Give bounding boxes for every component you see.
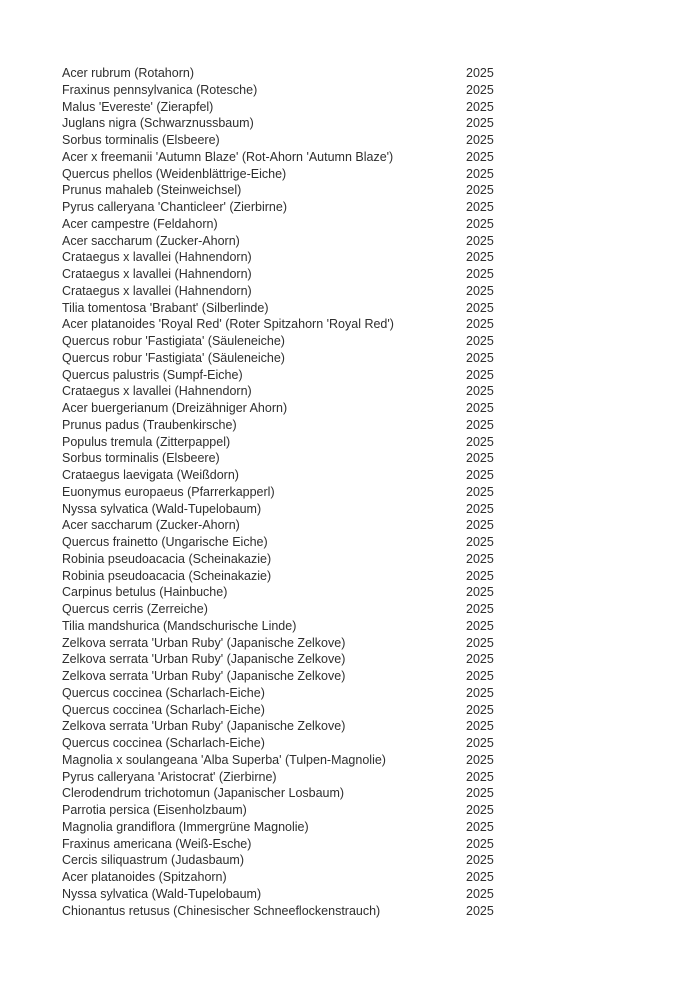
planting-year: 2025 [466, 803, 494, 817]
planting-year: 2025 [466, 568, 494, 583]
species-name: Zelkova serrata 'Urban Ruby' (Japanische Zelkove) [62, 652, 346, 667]
planting-year: 2025 [466, 736, 494, 750]
planting-year: 2025 [466, 535, 494, 549]
tree-list-row [62, 668, 494, 685]
species-name: Malus 'Evereste' (Zierapfel) [62, 99, 214, 114]
planting-year: 2025 [466, 518, 494, 533]
species-name: Crataegus x lavallei (Hahnendorn) [62, 250, 252, 265]
tree-list-row [62, 618, 494, 635]
planting-year: 2025 [466, 652, 494, 667]
planting-year: 2025 [466, 853, 494, 868]
tree-list-row [62, 199, 494, 216]
tree-list-row [62, 333, 494, 350]
tree-list-row [62, 886, 494, 903]
planting-year: 2025 [466, 635, 494, 650]
planting-year: 2025 [466, 468, 494, 482]
tree-list-row [62, 249, 494, 266]
planting-year: 2025 [466, 116, 494, 131]
tree-list-row [62, 852, 494, 869]
tree-list-row [62, 836, 494, 853]
species-name: Prunus padus (Traubenkirsche) [62, 417, 237, 432]
planting-year: 2025 [466, 819, 494, 834]
planting-year: 2025 [466, 133, 494, 147]
planting-year: 2025 [466, 233, 494, 248]
planting-year: 2025 [466, 66, 494, 80]
species-name: Quercus palustris (Sumpf-Eiche) [62, 367, 243, 382]
species-name: Crataegus x lavallei (Hahnendorn) [62, 283, 252, 298]
species-name: Carpinus betulus (Hainbuche) [62, 585, 228, 600]
planting-year: 2025 [466, 283, 494, 298]
planting-year: 2025 [466, 585, 494, 600]
species-name: Quercus robur 'Fastigiata' (Säuleneiche) [62, 350, 285, 365]
species-name: Clerodendrum trichotomun (Japanischer Losbaum) [62, 786, 345, 801]
planting-year: 2025 [466, 216, 494, 231]
tree-list-row [62, 568, 494, 585]
tree-list-row [62, 149, 494, 166]
species-name: Prunus mahaleb (Steinweichsel) [62, 183, 242, 198]
planting-year: 2025 [466, 501, 494, 516]
planting-year: 2025 [466, 401, 494, 415]
tree-list-row [62, 350, 494, 367]
species-name: Quercus phellos (Weidenblättrige-Eiche) [62, 166, 287, 181]
tree-list-row [62, 300, 494, 317]
species-name: Crataegus x lavallei (Hahnendorn) [62, 267, 252, 281]
species-name: Acer saccharum (Zucker-Ahorn) [62, 518, 240, 533]
tree-list-row [62, 735, 494, 752]
planting-year: 2025 [466, 183, 494, 198]
species-name: Zelkova serrata 'Urban Ruby' (Japanische Zelkove) [62, 669, 346, 683]
tree-list-row [62, 685, 494, 702]
species-name: Quercus coccinea (Scharlach-Eiche) [62, 685, 265, 700]
planting-year: 2025 [466, 149, 494, 164]
tree-list-row [62, 383, 494, 400]
planting-year: 2025 [466, 602, 494, 616]
tree-list-row [62, 283, 494, 300]
species-name: Magnolia grandiflora (Immergrüne Magnolie) [62, 819, 309, 834]
planting-year: 2025 [466, 870, 494, 884]
tree-list-row [62, 434, 494, 451]
planting-year: 2025 [466, 752, 494, 767]
tree-list-row [62, 417, 494, 434]
tree-list-row [62, 450, 494, 467]
species-name: Chionantus retusus (Chinesischer Schneeflockenstrauch) [62, 903, 381, 918]
planting-year: 2025 [466, 99, 494, 114]
planting-year: 2025 [466, 82, 494, 97]
planting-year: 2025 [466, 417, 494, 432]
planting-year: 2025 [466, 903, 494, 918]
species-name: Quercus cerris (Zerreiche) [62, 602, 208, 616]
planting-year: 2025 [466, 451, 494, 466]
species-name: Acer platanoides 'Royal Red' (Roter Spitzahorn 'Royal Red') [62, 317, 394, 332]
species-name: Juglans nigra (Schwarznussbaum) [62, 116, 254, 131]
planting-year: 2025 [466, 886, 494, 901]
species-name: Acer rubrum (Rotahorn) [62, 66, 194, 80]
species-name: Pyrus calleryana 'Chanticleer' (Zierbirne) [62, 200, 287, 214]
tree-list-row [62, 182, 494, 199]
tree-list-row [62, 99, 494, 116]
species-name: Robinia pseudoacacia (Scheinakazie) [62, 551, 272, 566]
species-name: Acer saccharum (Zucker-Ahorn) [62, 233, 240, 248]
tree-list-row [62, 82, 494, 99]
planting-year: 2025 [466, 769, 494, 784]
planting-year: 2025 [466, 685, 494, 700]
species-name: Populus tremula (Zitterpappel) [62, 434, 231, 449]
tree-list-row [62, 216, 494, 233]
tree-list-row [62, 367, 494, 384]
species-name: Pyrus calleryana 'Aristocrat' (Zierbirne) [62, 769, 277, 784]
species-name: Nyssa sylvatica (Wald-Tupelobaum) [62, 886, 262, 901]
tree-list-row [62, 65, 494, 82]
tree-list-row [62, 785, 494, 802]
tree-list-row [62, 501, 494, 518]
species-name: Crataegus x lavallei (Hahnendorn) [62, 384, 252, 399]
planting-year: 2025 [466, 618, 494, 633]
tree-list-row [62, 584, 494, 601]
planting-year: 2025 [466, 551, 494, 566]
tree-list-row [62, 769, 494, 786]
species-name: Robinia pseudoacacia (Scheinakazie) [62, 568, 272, 583]
tree-list-row [62, 233, 494, 250]
tree-list-row [62, 819, 494, 836]
tree-list-row [62, 517, 494, 534]
tree-list-row [62, 802, 494, 819]
species-name: Sorbus torminalis (Elsbeere) [62, 451, 220, 466]
species-name: Fraxinus pennsylvanica (Rotesche) [62, 82, 258, 97]
species-name: Tilia mandshurica (Mandschurische Linde) [62, 618, 297, 633]
planting-year: 2025 [466, 166, 494, 181]
species-name: Zelkova serrata 'Urban Ruby' (Japanische Zelkove) [62, 719, 346, 734]
tree-list-row [62, 115, 494, 132]
planting-year: 2025 [466, 200, 494, 214]
tree-list-row [62, 132, 494, 149]
tree-list-row [62, 702, 494, 719]
planting-year: 2025 [466, 317, 494, 332]
planting-year: 2025 [466, 384, 494, 399]
tree-list-row [62, 869, 494, 886]
planting-year: 2025 [466, 719, 494, 734]
species-name: Fraxinus americana (Weiß-Esche) [62, 836, 252, 851]
tree-species-list [62, 65, 494, 919]
planting-year: 2025 [466, 267, 494, 281]
species-name: Tilia tomentosa 'Brabant' (Silberlinde) [62, 300, 269, 315]
tree-list-row [62, 467, 494, 484]
planting-year: 2025 [466, 434, 494, 449]
tree-list-row [62, 316, 494, 333]
planting-year: 2025 [466, 350, 494, 365]
planting-year: 2025 [466, 836, 494, 851]
tree-list-row [62, 635, 494, 652]
species-name: Zelkova serrata 'Urban Ruby' (Japanische Zelkove) [62, 635, 346, 650]
species-name: Cercis siliquastrum (Judasbaum) [62, 853, 245, 868]
tree-list-row [62, 651, 494, 668]
species-name: Acer campestre (Feldahorn) [62, 216, 218, 231]
species-name: Magnolia x soulangeana 'Alba Superba' (Tulpen-Magnolie) [62, 752, 386, 767]
species-name: Acer platanoides (Spitzahorn) [62, 870, 227, 884]
tree-list-row [62, 752, 494, 769]
species-name: Crataegus laevigata (Weißdorn) [62, 468, 239, 482]
species-name: Quercus coccinea (Scharlach-Eiche) [62, 702, 265, 717]
tree-list-row [62, 551, 494, 568]
species-name: Quercus coccinea (Scharlach-Eiche) [62, 736, 265, 750]
planting-year: 2025 [466, 702, 494, 717]
tree-list-row [62, 166, 494, 183]
planting-year: 2025 [466, 669, 494, 683]
planting-year: 2025 [466, 334, 494, 348]
tree-list-row [62, 484, 494, 501]
species-name: Nyssa sylvatica (Wald-Tupelobaum) [62, 501, 262, 516]
tree-list-row [62, 903, 494, 920]
tree-list-row [62, 400, 494, 417]
species-name: Euonymus europaeus (Pfarrerkapperl) [62, 484, 275, 499]
tree-list-row [62, 266, 494, 283]
tree-list-row [62, 534, 494, 551]
tree-list-row [62, 718, 494, 735]
species-name: Acer x freemanii 'Autumn Blaze' (Rot-Ahorn 'Autumn Blaze') [62, 149, 394, 164]
species-name: Sorbus torminalis (Elsbeere) [62, 133, 220, 147]
planting-year: 2025 [466, 786, 494, 801]
planting-year: 2025 [466, 250, 494, 265]
species-name: Quercus robur 'Fastigiata' (Säuleneiche) [62, 334, 285, 348]
planting-year: 2025 [466, 300, 494, 315]
tree-list-row [62, 601, 494, 618]
species-name: Quercus frainetto (Ungarische Eiche) [62, 535, 268, 549]
species-name: Acer buergerianum (Dreizähniger Ahorn) [62, 401, 288, 415]
planting-year: 2025 [466, 484, 494, 499]
planting-year: 2025 [466, 367, 494, 382]
species-name: Parrotia persica (Eisenholzbaum) [62, 803, 247, 817]
